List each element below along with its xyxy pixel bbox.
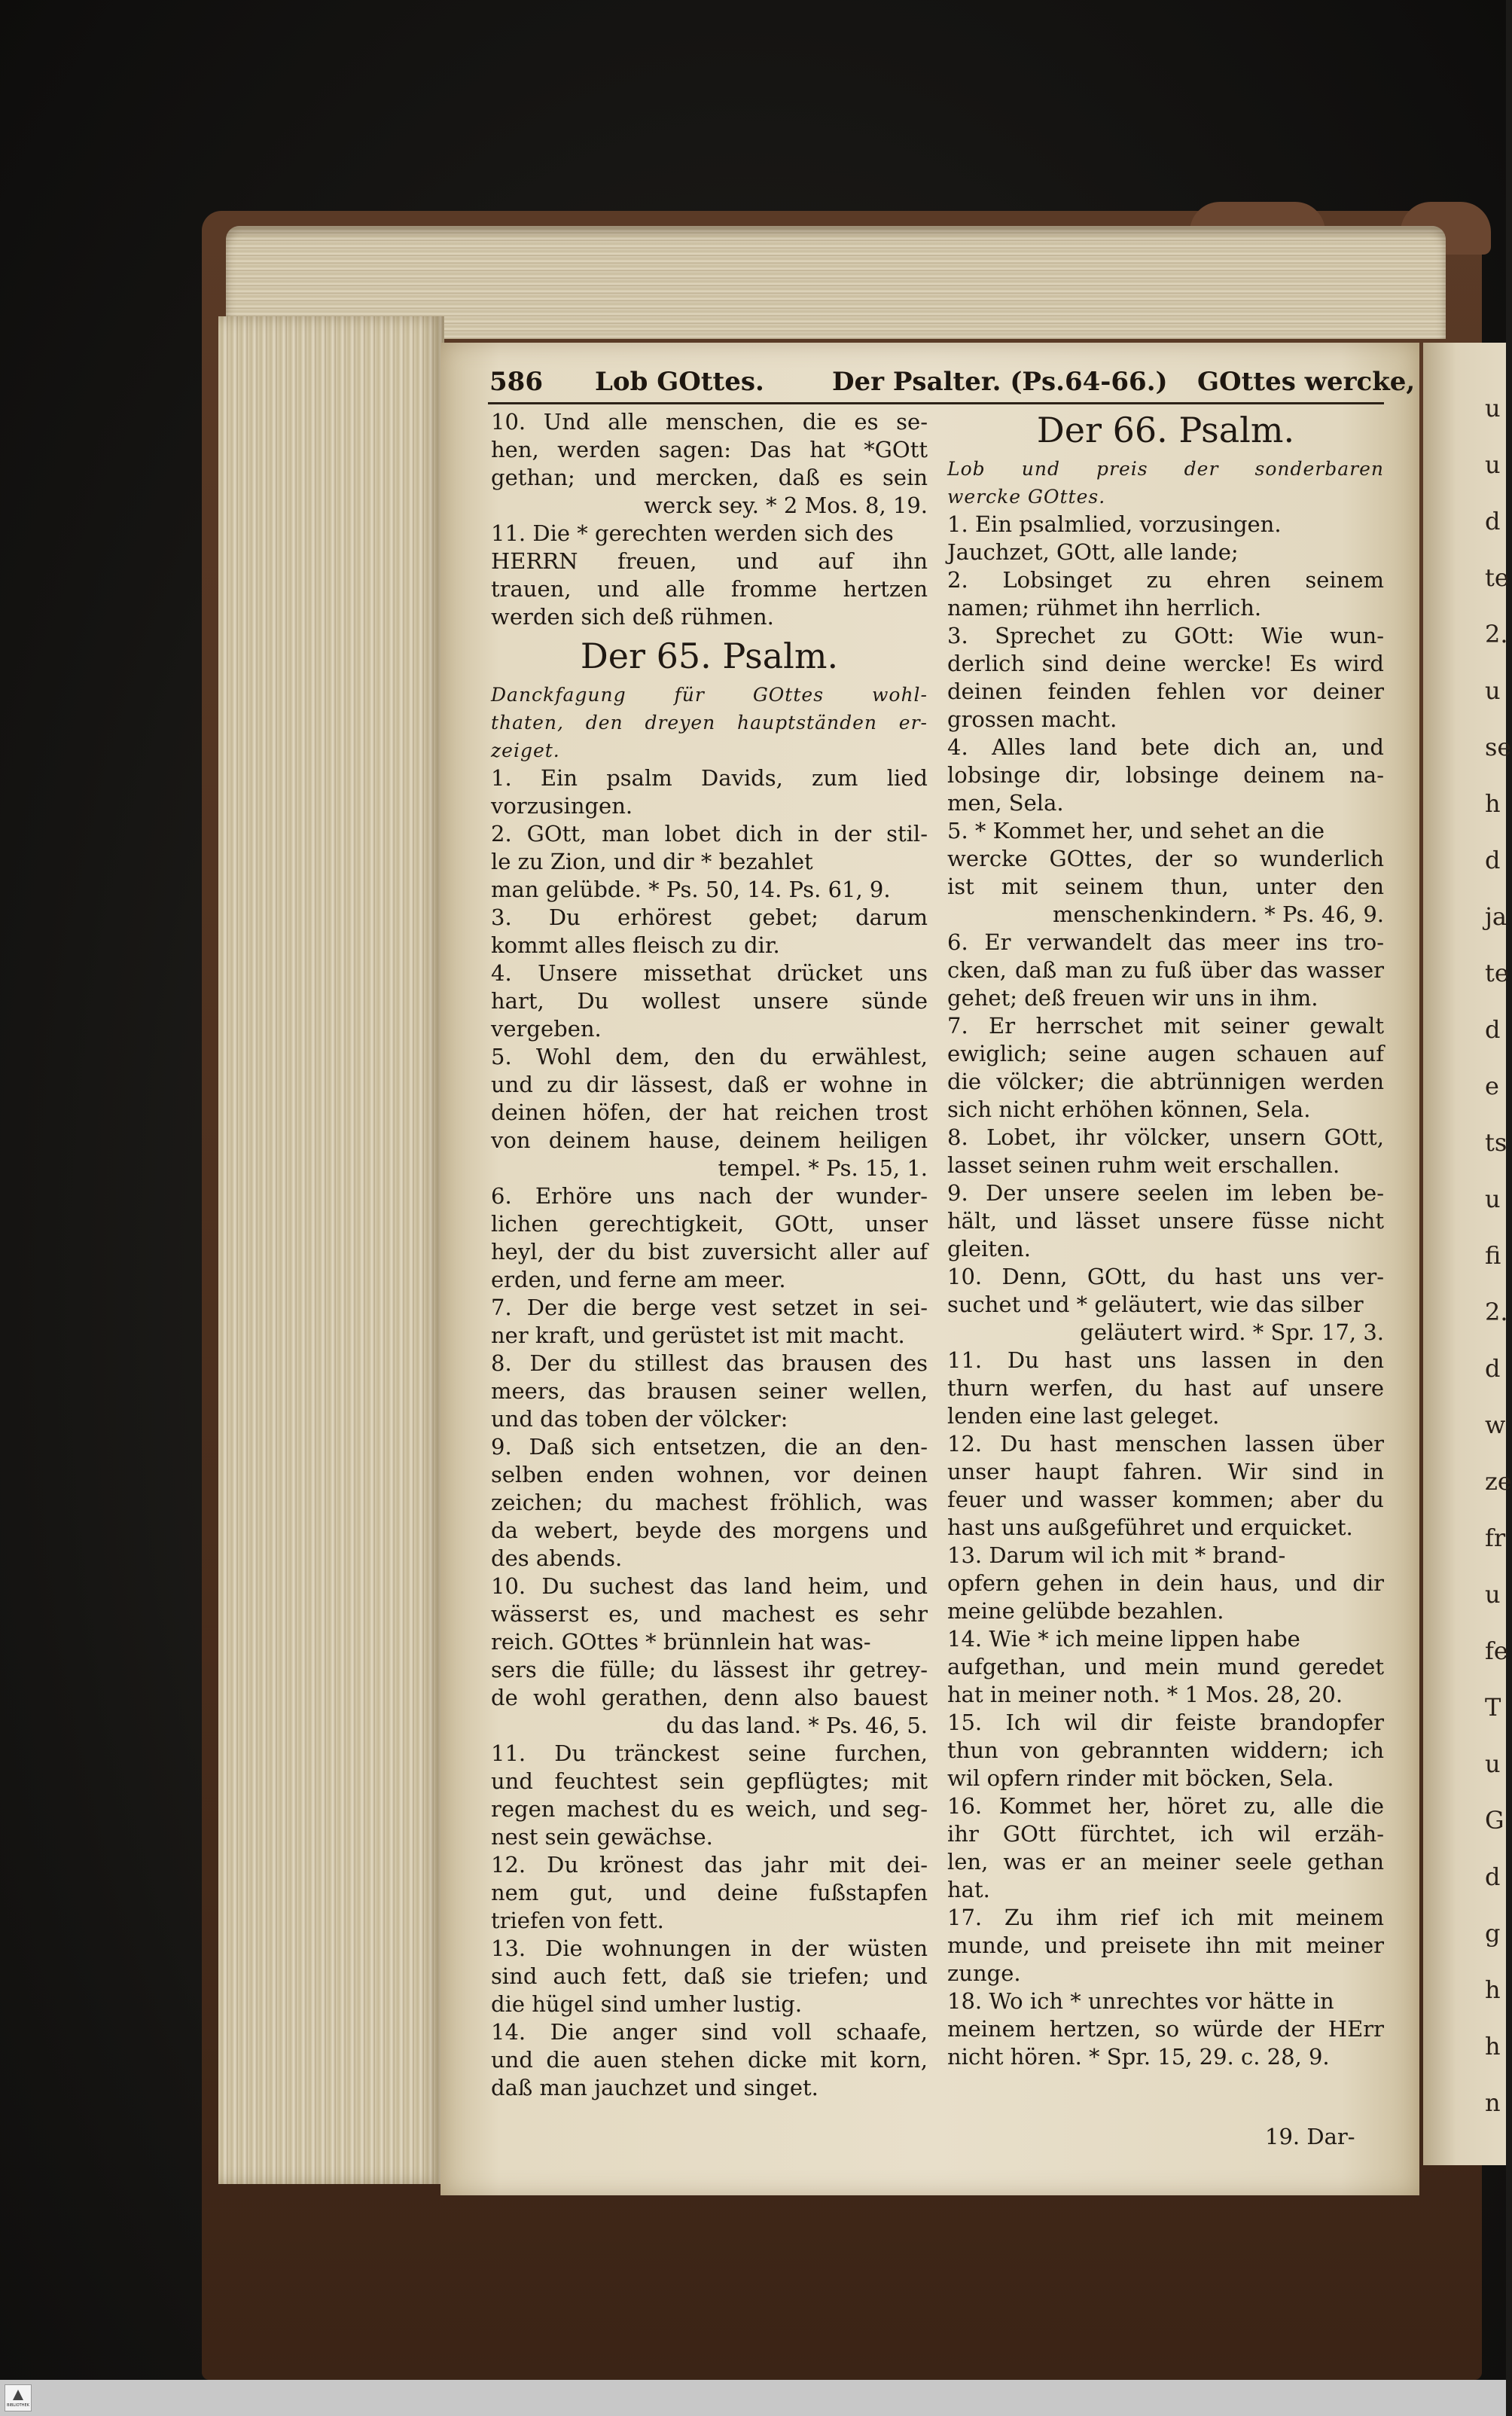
text-line: 1. Ein psalm Davids, zum lied <box>491 765 928 791</box>
facing-page-fragment: 2. <box>1485 620 1508 648</box>
library-logo-icon <box>13 2390 23 2400</box>
text-line: 11. Du hast uns lassen in den <box>947 1347 1384 1373</box>
library-logo-caption: BIBLIOTHEK <box>7 2403 29 2408</box>
facing-page-fragment: ze <box>1485 1467 1512 1496</box>
facing-page-fragment: G <box>1485 1806 1504 1835</box>
text-line: 16. Kommet her, höret zu, alle die <box>947 1793 1384 1819</box>
facing-page-fragment: 2. <box>1485 1298 1508 1326</box>
text-line: grossen macht. <box>947 706 1117 732</box>
text-line: von deinem hause, deinem heiligen <box>491 1127 928 1153</box>
text-line: wässerst es, und machest es sehr <box>491 1601 928 1627</box>
text-line: 2. Lobsinget zu ehren seinem <box>947 567 1384 593</box>
text-line: 7. Er herrschet mit seiner gewalt <box>947 1013 1384 1039</box>
text-line: sind auch fett, daß sie triefen; und <box>491 1963 928 1989</box>
left-column <box>491 408 928 2102</box>
facing-page-fragment: T <box>1485 1693 1501 1722</box>
text-line: man gelübde. * Ps. 50, 14. Ps. 61, 9. <box>491 877 891 902</box>
page-number: 586 <box>489 367 543 397</box>
text-line: meine gelübde bezahlen. <box>947 1598 1224 1624</box>
text-line: 10. Du suchest das land heim, und <box>491 1573 928 1599</box>
running-head-rule <box>488 402 1384 404</box>
summary-line: Lob und preis der sonderbaren <box>947 458 1384 480</box>
text-line: selben enden wohnen, vor deinen <box>491 1462 928 1487</box>
facing-page-fragment: te <box>1485 563 1509 592</box>
text-line: hat in meiner noth. * 1 Mos. 28, 20. <box>947 1682 1343 1707</box>
running-head-center: Der Psalter. (Ps.64-66.) <box>832 367 1168 397</box>
text-line: 12. Du hast menschen lassen über <box>947 1431 1384 1457</box>
text-line: geläutert wird. * Spr. 17, 3. <box>1080 1319 1384 1345</box>
text-line: de wohl gerathen, denn also bauest <box>491 1685 928 1710</box>
running-head-left: Lob GOttes. <box>595 367 764 397</box>
text-line: ihr GOtt fürchtet, ich wil erzäh- <box>947 1821 1384 1847</box>
text-line: feuer und wasser kommen; aber du <box>947 1487 1384 1512</box>
psalm-66-text <box>947 511 1384 2071</box>
psalm-64-ending <box>491 408 928 631</box>
text-line: 4. Alles land bete dich an, und <box>947 734 1384 760</box>
text-line: lichen gerechtigkeit, GOtt, unser <box>491 1211 928 1237</box>
facing-page-fragment: d <box>1485 1015 1501 1044</box>
facing-page-fragment: fe <box>1485 1637 1508 1665</box>
text-line: vorzusingen. <box>491 793 633 819</box>
facing-page-fragment: w <box>1485 1411 1506 1439</box>
text-line: 14. Die anger sind voll schaafe, <box>491 2019 928 2045</box>
catchword: 19. Dar- <box>1265 2124 1355 2149</box>
text-line: und das toben der völcker: <box>491 1406 788 1432</box>
text-line: 4. Unsere missethat drücket uns <box>491 960 928 986</box>
text-line: 14. Wie * ich meine lippen habe <box>947 1626 1300 1652</box>
summary-line: thaten, den dreyen hauptständen er- <box>491 712 928 734</box>
facing-page-fragment: d <box>1485 846 1501 874</box>
text-line: sers die fülle; du lässest ihr getrey- <box>491 1657 928 1682</box>
text-line: und zu dir lässest, daß er wohne in <box>491 1072 928 1097</box>
text-line: die hügel sind umher lustig. <box>491 1991 803 2017</box>
facing-page-fragment: n <box>1485 2088 1501 2117</box>
text-line: da webert, beyde des morgens und <box>491 1518 928 1543</box>
text-line: thurn werfen, du hast auf unsere <box>947 1375 1384 1401</box>
text-line: deinen höfen, der hat reichen trost <box>491 1100 928 1125</box>
text-line: lobsinge dir, lobsinge deinem na- <box>947 762 1384 788</box>
text-line: 3. Sprechet zu GOtt: Wie wun- <box>947 623 1384 648</box>
text-line: ist mit seinem thun, unter den <box>947 874 1384 899</box>
text-line: men, Sela. <box>947 790 1064 816</box>
text-line: daß man jauchzet und singet. <box>491 2075 818 2100</box>
text-line: kommt alles fleisch zu dir. <box>491 932 780 958</box>
facing-page-fragment: e <box>1485 1072 1499 1100</box>
text-line: Jauchzet, GOtt, alle lande; <box>947 539 1239 565</box>
facing-page-fragment: d <box>1485 1862 1501 1891</box>
text-line: wercke GOttes, der so wunderlich <box>947 846 1384 871</box>
facing-page-fragment: h <box>1485 2032 1501 2061</box>
facing-page-fragment: te <box>1485 959 1509 987</box>
text-line: meers, das brausen seiner wellen, <box>491 1378 928 1404</box>
text-line: 6. Erhöre uns nach der wunder- <box>491 1183 928 1209</box>
text-line: lasset seinen ruhm weit erschallen. <box>947 1152 1340 1178</box>
text-line: 10. Und alle menschen, die es se- <box>491 409 928 435</box>
page-edges-left <box>218 316 444 2184</box>
text-line: du das land. * Ps. 46, 5. <box>666 1713 928 1738</box>
text-line: 10. Denn, GOtt, du hast uns ver- <box>947 1264 1384 1289</box>
text-line: zunge. <box>947 1960 1021 1986</box>
text-line: HERRN freuen, und auf ihn <box>491 548 928 574</box>
right-column <box>947 405 1384 2071</box>
text-line: vergeben. <box>491 1016 602 1042</box>
text-line: thun von gebrannten widdern; ich <box>947 1737 1384 1763</box>
text-line: 13. Darum wil ich mit * brand- <box>947 1542 1286 1568</box>
text-line: unser haupt fahren. Wir sind in <box>947 1459 1384 1484</box>
text-line: menschenkindern. * Ps. 46, 9. <box>1053 901 1384 927</box>
psalm-65-summary <box>491 681 928 764</box>
text-line: werck sey. * 2 Mos. 8, 19. <box>644 493 928 518</box>
text-line: derlich sind deine wercke! Es wird <box>947 651 1384 676</box>
psalm-65-title: Der 65. Psalm. <box>580 636 839 676</box>
text-line: cken, daß man zu fuß über das wasser <box>947 957 1384 983</box>
facing-page-fragment: fi <box>1485 1241 1501 1270</box>
summary-line: Danckfagung für GOttes wohl- <box>491 684 928 706</box>
text-line: erden, und ferne am meer. <box>491 1267 786 1292</box>
text-line: trauen, und alle fromme hertzen <box>491 576 928 602</box>
facing-page-fragment: fr <box>1485 1524 1506 1552</box>
text-line: nicht hören. * Spr. 15, 29. c. 28, 9. <box>947 2044 1330 2070</box>
text-line: 8. Der du stillest das brausen des <box>491 1350 928 1376</box>
text-line: werden sich deß rühmen. <box>491 604 774 630</box>
facing-page-fragment: d <box>1485 1354 1501 1383</box>
text-line: nest sein gewächse. <box>491 1824 713 1850</box>
text-line: opfern gehen in dein haus, und dir <box>947 1570 1384 1596</box>
text-line: heyl, der du bist zuversicht aller auf <box>491 1239 928 1264</box>
facing-page-fragment: h <box>1485 789 1501 818</box>
text-line: sich nicht erhöhen können, Sela. <box>947 1097 1311 1122</box>
viewer-bottom-bar <box>0 2380 1506 2416</box>
text-line: die völcker; die abtrünnigen werden <box>947 1069 1384 1094</box>
text-line: hast uns außgeführet und erquicket. <box>947 1515 1353 1540</box>
facing-page-fragment: h <box>1485 1975 1501 2004</box>
text-line: 12. Du krönest das jahr mit dei- <box>491 1852 928 1878</box>
library-logo[interactable] <box>5 2384 32 2411</box>
text-line: len, was er an meiner seele gethan <box>947 1849 1384 1875</box>
text-line: suchet und * geläutert, wie das silber <box>947 1292 1364 1317</box>
text-line: 2. GOtt, man lobet dich in der stil- <box>491 821 928 847</box>
facing-page-fragment: u <box>1485 1580 1501 1609</box>
text-line: 18. Wo ich * unrechtes vor hätte in <box>947 1988 1334 2014</box>
facing-page-fragment: u <box>1485 394 1501 422</box>
text-line: hat. <box>947 1877 990 1902</box>
facing-page-fragment: u <box>1485 1185 1501 1213</box>
facing-page-fragment: u <box>1485 1749 1501 1778</box>
facing-page-fragment: ja <box>1485 902 1507 931</box>
facing-page-fragment: u <box>1485 676 1501 705</box>
text-line: 11. Du tränckest seine furchen, <box>491 1740 928 1766</box>
text-line: gehet; deß freuen wir uns in ihm. <box>947 985 1318 1011</box>
psalm-66-title: Der 66. Psalm. <box>1036 410 1295 450</box>
psalm-66-summary <box>947 455 1384 511</box>
text-line: triefen von fett. <box>491 1908 664 1933</box>
text-line: 13. Die wohnungen in der wüsten <box>491 1936 928 1961</box>
text-line: 9. Daß sich entsetzen, die an den- <box>491 1434 928 1460</box>
text-line: und die auen stehen dicke mit korn, <box>491 2047 928 2073</box>
text-line: 7. Der die berge vest setzet in sei- <box>491 1295 928 1320</box>
facing-page-fragment: se <box>1485 733 1512 761</box>
text-line: nem gut, und deine fußstapfen <box>491 1880 928 1905</box>
text-line: munde, und preisete ihn mit meiner <box>947 1932 1384 1958</box>
text-line: 17. Zu ihm rief ich mit meinem <box>947 1905 1384 1930</box>
text-line: tempel. * Ps. 15, 1. <box>718 1155 928 1181</box>
text-line: gleiten. <box>947 1236 1031 1261</box>
text-line: hält, und lässet unsere füsse nicht <box>947 1208 1384 1234</box>
text-line: ner kraft, und gerüstet ist mit macht. <box>491 1322 905 1348</box>
summary-line: zeiget. <box>491 740 560 761</box>
text-line: namen; rühmet ihn herrlich. <box>947 595 1262 621</box>
facing-page-fragment: g <box>1485 1919 1501 1948</box>
facing-page-fragment: d <box>1485 507 1501 535</box>
text-line: wil opfern rinder mit böcken, Sela. <box>947 1765 1334 1791</box>
summary-line: wercke GOttes. <box>947 486 1106 508</box>
text-line: aufgethan, und mein mund geredet <box>947 1654 1384 1679</box>
text-line: 9. Der unsere seelen im leben be- <box>947 1180 1384 1206</box>
text-line: 1. Ein psalmlied, vorzusingen. <box>947 511 1282 537</box>
text-line: 8. Lobet, ihr völcker, unsern GOtt, <box>947 1124 1384 1150</box>
facing-page-fragment: u <box>1485 450 1501 479</box>
text-line: gethan; und mercken, daß es sein <box>491 465 928 490</box>
text-line: hart, Du wollest unsere sünde <box>491 988 928 1014</box>
text-line: und feuchtest sein gepflügtes; mit <box>491 1768 928 1794</box>
text-line: 3. Du erhörest gebet; darum <box>491 904 928 930</box>
text-line: le zu Zion, und dir * bezahlet <box>491 849 813 874</box>
text-line: hen, werden sagen: Das hat *GOtt <box>491 437 928 462</box>
text-line: lenden eine last geleget. <box>947 1403 1220 1429</box>
text-line: reich. GOttes * brünnlein hat was- <box>491 1629 871 1655</box>
text-line: 15. Ich wil dir feiste brandopfer <box>947 1710 1384 1735</box>
text-line: 11. Die * gerechten werden sich des <box>491 520 894 546</box>
text-line: ewiglich; seine augen schauen auf <box>947 1041 1384 1066</box>
running-head-right: GOttes wercke, <box>1197 367 1416 397</box>
text-line: meinem hertzen, so würde der HErr <box>947 2016 1384 2042</box>
text-line: zeichen; du machest fröhlich, was <box>491 1490 928 1515</box>
facing-page-fragment: ts <box>1485 1128 1507 1157</box>
text-line: deinen feinden fehlen vor deiner <box>947 679 1384 704</box>
text-line: 6. Er verwandelt das meer ins tro- <box>947 929 1384 955</box>
text-line: 5. Wohl dem, den du erwählest, <box>491 1044 928 1069</box>
text-line: regen machest du es weich, und seg- <box>491 1796 928 1822</box>
text-line: 5. * Kommet her, und sehet an die <box>947 818 1325 843</box>
text-line: des abends. <box>491 1545 623 1571</box>
psalm-65-text <box>491 764 928 2102</box>
